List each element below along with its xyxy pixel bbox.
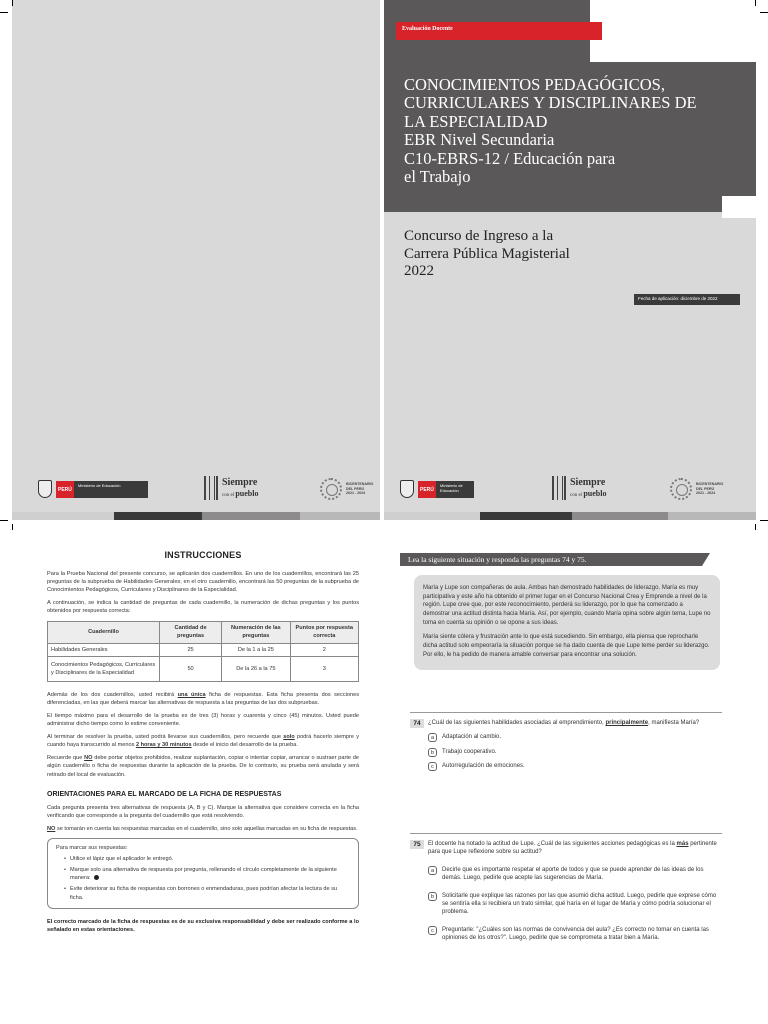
title-line: EBR Nivel Secundaria [404,130,555,150]
coat-of-arms-icon [400,480,414,498]
option-letter: c [428,762,437,771]
option-a[interactable] [428,733,722,741]
bicentenario-logo [320,478,386,502]
emphasis: más [676,841,689,847]
emphasis: una única [177,691,206,698]
list-item [64,885,350,901]
bicentenario-icon [320,478,342,500]
table-row [48,656,359,681]
bicentenario-text [346,482,373,496]
concurso-line: Concurso de Ingreso a la [404,228,554,244]
final-note: El correcto marcado de la ficha de respuestas es de su exclusiva responsabilidad y debe ser realizado conforme a lo señalado en estas orientaciones. [47,918,359,933]
bicentenario-years: 2021 - 2024 [346,491,366,496]
bicentenario-sub: DEL PERÚ [696,486,715,491]
cover-title [404,76,734,187]
siempre-sub-prefix: con el [570,493,584,498]
concurso-line: 2022 [404,263,434,280]
list-item-text: Marque solo una alternativa de respuesta por pregunta, rellenando el círculo completamente de la siguiente manera: [70,867,337,882]
table-cell: De la 26 a la 75 [222,656,290,681]
question-75 [410,840,722,943]
siempre-sub-word: pueblo [583,489,607,498]
bicentenario-label: BICENTENARIO [346,482,374,486]
paragraph [47,825,359,833]
bicentenario-logo [670,478,736,502]
siempre-sub-word: pueblo [235,489,259,498]
list-item [64,866,350,882]
emphasis: principalmente [605,720,649,726]
text-span: pertinente para que Lupe reflexione sobre su actitud? [428,841,717,856]
text-span: El docente ha notado la actitud de Lupe. ¿Cuál de las siguientes acciones pedagógicas es la [428,841,677,847]
option-a[interactable] [428,866,722,883]
cuadernillo-table [47,621,359,682]
table-header: Puntos por respuesta correcta [290,621,358,643]
text-span: podrá hacerlo siempre y cuando haya transcurrido al menos [47,734,360,749]
marking-instructions-box [47,838,359,909]
text-span: desde el inicio del desarrollo de la prueba. [191,742,298,749]
lead-banner: Lea la siguiente situación y responda las preguntas 74 y 75. [400,553,702,566]
table-cell: Habilidades Generales [48,643,160,656]
scenario-paragraph: María y Lupe son compañeras de aula. Ambas han demostrado habilidades de liderazgo. María es muy participativa y este año ha obtenido el primer lugar en el Concurso Nacional Crea y Emprende a nivel de la región. Lupe cree que, por este reconocimiento, perderá su liderazgo, por lo que ha comenzado a demostrar una actitud distinta hacia María. Así, por ejemplo, cuando María opina sobre algún tema, Lupe no toma en cuenta su opinión o se opone a sus ideas. [423,585,711,626]
option-text: Autorregulación de emociones. [442,763,525,770]
siempre-sub-label [222,490,258,498]
columns-icon [552,476,566,500]
scenario-paragraph: María siente cólera y frustración ante lo que está sucediendo. Sin embargo, ella piensa que reprocharle dicha actitud solo empeoraría la situación porque se ha dado cuenta de que Lupe teme perder su liderazgo. Por ello, le ha pedido de manera amable conversar para encontrar una solución. [423,634,710,658]
table-cell: 2 [290,643,358,656]
text-span: Recuerde que [47,755,85,762]
crop-mark [760,520,768,521]
text-span: ¿Cuál de las siguientes habilidades asociadas al emprendimiento, [428,720,606,726]
paragraph: A continuación, se indica la cantidad de preguntas de cada cuadernillo, la numeración de dichas preguntas y los puntos obtenidos por respuesta correcta: [47,600,359,615]
concurso-line: Carrera Pública Magisterial [404,245,570,262]
crop-mark [12,524,13,530]
text-span: Al terminar de resolver la prueba, usted podrá llevarse sus cuadernillos, pero recuerde que [47,734,284,741]
question-number: 75 [410,840,424,849]
title-line: C10-EBRS-12 / Educación para [404,148,616,168]
scenario-box [414,575,720,670]
text-span: , manifiesta María? [648,720,700,726]
bicentenario-years: 2021 - 2024 [696,491,716,496]
paragraph [47,733,359,749]
table-cell: 25 [159,643,221,656]
emphasis: 2 horas y 30 minutos [135,742,192,749]
title-line: el Trabajo [404,167,471,187]
siempre-label: Siempre [570,477,606,488]
peru-label: PERÚ [418,481,436,498]
option-letter: c [428,926,437,935]
title-line: LA ESPECIALIDAD [404,111,548,131]
text-span: ficha de respuestas. Esta ficha presenta dos secciones diferenciadas, en las que deberá marcar las alternativas de respuesta a las preguntas de las dos subpruebas. [47,691,359,706]
list-item-text: Evite deteriorar su ficha de respuestas con borrones o enmendaduras, pues podrían afectar la lectura de su ficha. [70,886,338,901]
table-cell: 3 [290,656,358,681]
concurso-title [404,228,704,281]
siempre-con-el-pueblo-logo [552,476,622,502]
option-text: Adaptación al cambio. [442,734,502,741]
box-title: Para marcar sus respuestas: [56,844,128,851]
option-c[interactable] [428,762,722,770]
back-logo-row [12,470,380,508]
table-cell: Conocimientos Pedagógicos, Curriculares y Disciplinares de la Especialidad [48,656,160,681]
option-letter: a [428,733,437,742]
option-text: Preguntarle: "¿Cuáles son las normas de convivencia del aula? ¿Es correcto no tomar en cuenta las opiniones de los otros?". Luego, pedirle que se comprometa a tratar bien a María. [442,926,709,942]
coat-of-arms-icon [38,480,52,498]
emphasis: solo [283,734,295,741]
ministerio-label: Ministerio de Educación [78,483,121,488]
question-text [428,719,722,727]
option-text: Decirle que es importante respetar el aporte de todos y que se puede aprender de las ideas de los demás. Luego, pedirle que acepte las sugerencias de María. [442,866,704,882]
list-item [64,855,350,863]
color-strip [202,512,300,520]
option-text: Trabajo cooperativo. [442,748,497,755]
peru-label: PERÚ [56,481,74,498]
instructions-title: INSTRUCCIONES [164,550,242,560]
paragraph: Para la Prueba Nacional del presente concurso, se aplicarán dos cuadernillos. En uno de los cuadernillos, encontrará las 25 preguntas de la subprueba de Habilidades Generales; en el otro cuadernillo, encontrará las 50 preguntas de la subprueba de Conocimientos Pedagógicos, Curriculares y Disciplinares de la Especialidad. [47,571,359,594]
front-logo-row [384,470,756,508]
paragraph: Cada pregunta presenta tres alternativas de respuesta (A, B y C). Marque la alternativa que considere correcta en la ficha verificando que corresponde a la pregunta del cuadernillo que está resolviendo. [47,804,359,819]
option-b[interactable] [428,748,722,756]
front-cover [384,0,756,520]
corner-block [590,0,756,62]
columns-icon [204,476,218,500]
table-header: Cantidad de preguntas [159,621,221,643]
table-header-row [48,621,359,643]
crop-mark [760,12,768,13]
back-cover [12,0,380,520]
table-header: Cuadernillo [48,621,160,643]
crop-mark [755,0,756,6]
bicentenario-sub: DEL PERÚ [346,486,365,491]
list-item-text: Utilice el lápiz que el aplicador le entregó. [70,856,174,863]
emphasis: NO [84,755,93,762]
color-strip [300,512,380,520]
option-letter: a [428,866,437,875]
question-text [428,840,722,857]
title-line: CURRICULARES Y DISCIPLINARES DE [404,93,697,113]
bicentenario-icon [670,478,692,500]
filled-circle-icon [94,875,99,880]
option-letter: b [428,748,437,757]
instructions-page [47,550,359,939]
crop-mark [755,524,756,530]
bicentenario-text [696,482,723,496]
question-74 [410,719,722,771]
fecha-badge [634,294,740,305]
text-span: Además de los dos cuadernillos, usted recibirá [47,691,178,698]
edge-block [722,196,756,218]
option-b[interactable] [428,892,722,917]
color-strip [384,512,480,520]
color-strip [572,512,668,520]
option-c[interactable] [428,926,722,943]
table-cell: De la 1 a la 25 [222,643,290,656]
ministerio-label: Ministerio de Educación [440,483,463,493]
section-subtitle: ORIENTACIONES PARA EL MARCADO DE LA FICHA DE RESPUESTAS [47,790,282,798]
question-number: 74 [410,719,424,728]
emphasis: NO [47,825,56,832]
text-span: debe portar objetos prohibidos, realizar suplantación, copiar o intentar copiar, arrancar o sustraer parte de algún cuadernillo o ficha de respuestas durante la aplicación de la prueba. De lo contrario, su prueba será anulada y será retirado del local de evaluación. [47,755,359,778]
option-text: Solicitarle que explique las razones por las que asumió dicha actitud. Luego, pedirle que exprese cómo se sentiría ella si recibiera un trato similar, qué haría en el lugar de María y cómo podría solucionar el problema. [442,892,717,916]
evaluacion-tag-label: Evaluación Docente [402,26,453,32]
text-span: se tomarán en cuenta las respuestas marcadas en el cuadernillo, sino solo aquellas marcadas en su ficha de respuestas. [55,825,358,832]
table-cell: 50 [159,656,221,681]
siempre-sub-prefix: con el [222,493,236,498]
color-strip [114,512,202,520]
bicentenario-label: BICENTENARIO [696,482,724,486]
table-header: Numeración de las preguntas [222,621,290,643]
color-strip [480,512,572,520]
crop-mark [0,12,8,13]
title-line: CONOCIMIENTOS PEDAGÓGICOS, [404,75,665,94]
color-strip [12,512,114,520]
table-row [48,643,359,656]
minedu-logo [38,480,148,500]
marking-list [64,855,350,902]
paragraph [47,691,359,707]
crop-mark [0,520,8,521]
question-divider [410,712,722,713]
siempre-sub-label [570,490,606,498]
option-letter: b [428,892,437,901]
siempre-label: Siempre [222,477,258,488]
crop-mark [12,0,13,6]
paragraph: El tiempo máximo para el desarrollo de la prueba es de tres (3) horas y cuarenta y cinco (45) minutos. Usted puede administrar dicho tiempo como lo estime conveniente. [47,712,359,727]
paragraph [47,754,359,778]
siempre-con-el-pueblo-logo [204,476,274,502]
question-divider [410,833,722,834]
fecha-label: Fecha de aplicación: diciembre de 2022 [638,296,718,301]
color-strip [668,512,756,520]
minedu-logo [400,480,510,500]
evaluacion-tag [396,22,602,40]
